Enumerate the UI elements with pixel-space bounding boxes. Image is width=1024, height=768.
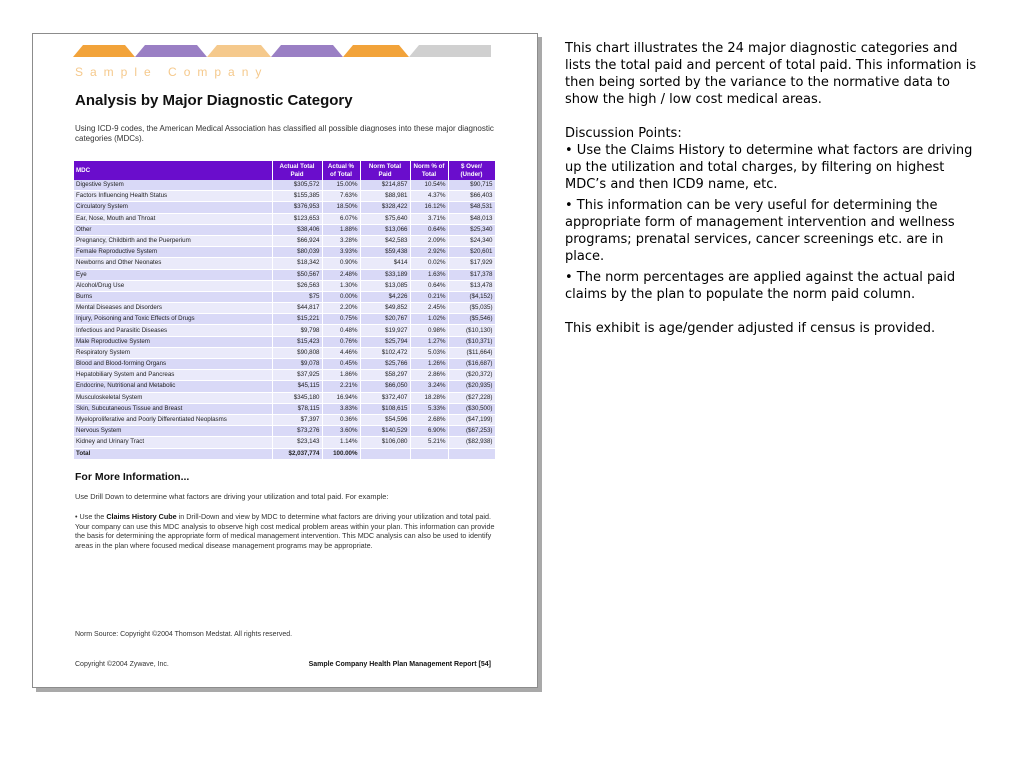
notes-intro: This chart illustrates the 24 major diagnostic categories and lists the total paid and percent of total paid. This information is then being sorted by the variance to the normative data to show the high / low cost medical areas. — [565, 41, 977, 107]
value-cell: $23,143 — [272, 437, 322, 448]
value-cell: $20,767 — [360, 314, 410, 325]
value-cell: $90,808 — [272, 347, 322, 358]
mdc-name-cell: Digestive System — [74, 180, 272, 191]
value-cell: $9,078 — [272, 359, 322, 370]
value-cell: $73,276 — [272, 426, 322, 437]
value-cell: 1.27% — [410, 336, 448, 347]
value-cell: $345,180 — [272, 392, 322, 403]
table-row — [74, 180, 495, 191]
value-cell: 1.30% — [322, 280, 360, 291]
banner-chevron-4 — [271, 45, 343, 57]
banner-chevron-6 — [409, 45, 491, 57]
value-cell: 10.54% — [410, 180, 448, 191]
value-cell: 18.28% — [410, 392, 448, 403]
value-cell: $49,852 — [360, 303, 410, 314]
mdc-name-cell: Male Reproductive System — [74, 336, 272, 347]
value-cell: $75,640 — [360, 213, 410, 224]
value-cell: 1.63% — [410, 269, 448, 280]
value-cell: 2.20% — [322, 303, 360, 314]
bullet-body: in Drill-Down and view by MDC to determine what factors are driving your utilization and total paid. Your company can use this MDC analysis to observe high cost medical problem areas within your plan. This information can provide the basis for determining the appropriate form of medical management intervention. This MDC analysis can also be used to identify areas in the plan where focused medical disease management programs may be appropriate. — [75, 512, 495, 550]
value-cell: ($10,130) — [448, 325, 495, 336]
table-header-row — [74, 161, 495, 180]
value-cell: $45,115 — [272, 381, 322, 392]
value-cell: 2.45% — [410, 303, 448, 314]
value-cell: 0.36% — [322, 414, 360, 425]
mdc-name-cell: Nervous System — [74, 426, 272, 437]
discussion-point: • This information can be very useful for determining the appropriate form of management intervention and wellness programs; prenatal services, cancer screenings etc. are in place. — [565, 198, 955, 264]
bullet-icon: • — [75, 512, 78, 521]
value-cell: $13,478 — [448, 280, 495, 291]
mdc-table — [74, 161, 496, 460]
value-cell: 3.28% — [322, 235, 360, 246]
table-row — [74, 235, 495, 246]
mdc-name-cell: Respiratory System — [74, 347, 272, 358]
drill-down-text: Use Drill Down to determine what factors are driving your utilization and total paid. For example: — [75, 492, 389, 501]
bullet-prefix: Use the — [79, 512, 107, 521]
banner-chevron-2 — [135, 45, 207, 57]
value-cell: $59,438 — [360, 247, 410, 258]
value-cell: 5.21% — [410, 437, 448, 448]
table-row — [74, 224, 495, 235]
table-row — [74, 403, 495, 414]
value-cell: 16.12% — [410, 202, 448, 213]
value-cell: $305,572 — [272, 180, 322, 191]
mdc-name-cell: Eye — [74, 269, 272, 280]
mdc-name-cell: Circulatory System — [74, 202, 272, 213]
value-cell: $108,615 — [360, 403, 410, 414]
mdc-name-cell: Injury, Poisoning and Toxic Effects of Drugs — [74, 314, 272, 325]
table-row — [74, 381, 495, 392]
value-cell: $26,563 — [272, 280, 322, 291]
value-cell: 0.48% — [322, 325, 360, 336]
value-cell: $15,423 — [272, 336, 322, 347]
column-header: Norm Total Paid — [360, 161, 410, 180]
value-cell: $328,422 — [360, 202, 410, 213]
value-cell: 6.07% — [322, 213, 360, 224]
speaker-notes — [565, 40, 985, 337]
value-cell: ($4,152) — [448, 291, 495, 302]
value-cell: 2.48% — [322, 269, 360, 280]
mdc-name-cell: Ear, Nose, Mouth and Throat — [74, 213, 272, 224]
discussion-point: • Use the Claims History to determine what factors are driving up the utilization and total charges, by filtering on highest MDC’s and then ICD9 name, etc. — [565, 143, 973, 192]
value-cell: $17,929 — [448, 258, 495, 269]
value-cell: 4.37% — [410, 191, 448, 202]
company-name: Sample Company — [75, 65, 269, 79]
value-cell: ($30,500) — [448, 403, 495, 414]
value-cell: 1.86% — [322, 370, 360, 381]
value-cell: ($5,035) — [448, 303, 495, 314]
value-cell: $9,798 — [272, 325, 322, 336]
value-cell: $123,653 — [272, 213, 322, 224]
table-row — [74, 325, 495, 336]
column-header: Actual % of Total — [322, 161, 360, 180]
value-cell: $33,189 — [360, 269, 410, 280]
value-cell: $75 — [272, 291, 322, 302]
value-cell: $66,924 — [272, 235, 322, 246]
total-label-cell: Total — [74, 448, 272, 459]
discussion-point: • The norm percentages are applied against the actual paid claims by the plan to populate the norm paid column. — [565, 270, 956, 302]
value-cell: $372,407 — [360, 392, 410, 403]
table-row — [74, 414, 495, 425]
mdc-name-cell: Burns — [74, 291, 272, 302]
value-cell: ($67,253) — [448, 426, 495, 437]
value-cell: $25,340 — [448, 224, 495, 235]
value-cell: $50,567 — [272, 269, 322, 280]
value-cell: 3.24% — [410, 381, 448, 392]
mdc-name-cell: Endocrine, Nutritional and Metabolic — [74, 381, 272, 392]
value-cell: $140,529 — [360, 426, 410, 437]
page-title: Analysis by Major Diagnostic Category — [75, 92, 353, 109]
notes-closing: This exhibit is age/gender adjusted if census is provided. — [565, 321, 936, 336]
value-cell: 6.90% — [410, 426, 448, 437]
column-header: Actual Total Paid — [272, 161, 322, 180]
value-cell: 2.68% — [410, 414, 448, 425]
value-cell: 3.71% — [410, 213, 448, 224]
claims-history-cube-label: Claims History Cube — [106, 512, 177, 521]
banner-chevron-3 — [207, 45, 271, 57]
value-cell: 0.90% — [322, 258, 360, 269]
value-cell: $15,221 — [272, 314, 322, 325]
value-cell: $66,403 — [448, 191, 495, 202]
value-cell: $102,472 — [360, 347, 410, 358]
value-cell: $214,857 — [360, 180, 410, 191]
banner-chevron-5 — [343, 45, 409, 57]
value-cell: 0.21% — [410, 291, 448, 302]
value-cell: $13,066 — [360, 224, 410, 235]
value-cell: $24,340 — [448, 235, 495, 246]
value-cell: 0.98% — [410, 325, 448, 336]
value-cell: 0.64% — [410, 280, 448, 291]
mdc-name-cell: Kidney and Urinary Tract — [74, 437, 272, 448]
banner-chevron-1 — [73, 45, 135, 57]
value-cell: ($11,664) — [448, 347, 495, 358]
table-row — [74, 202, 495, 213]
mdc-name-cell: Skin, Subcutaneous Tissue and Breast — [74, 403, 272, 414]
table-row — [74, 269, 495, 280]
total-value-cell: 100.00% — [322, 448, 360, 459]
copyright: Copyright ©2004 Zywave, Inc. — [75, 661, 169, 668]
intro-text: Using ICD-9 codes, the American Medical Association has classified all possible diagnoses into these major diagnostic categories (MDCs). — [75, 124, 494, 143]
value-cell: ($16,687) — [448, 359, 495, 370]
value-cell: 5.33% — [410, 403, 448, 414]
value-cell: 0.76% — [322, 336, 360, 347]
value-cell: 0.02% — [410, 258, 448, 269]
value-cell: $7,397 — [272, 414, 322, 425]
value-cell: 0.64% — [410, 224, 448, 235]
value-cell: $66,050 — [360, 381, 410, 392]
value-cell: $25,766 — [360, 359, 410, 370]
value-cell: $38,406 — [272, 224, 322, 235]
column-header: MDC — [74, 161, 272, 180]
value-cell: 4.46% — [322, 347, 360, 358]
value-cell: 2.21% — [322, 381, 360, 392]
value-cell: $90,715 — [448, 180, 495, 191]
mdc-name-cell: Myeloproliferative and Poorly Differentiated Neoplasms — [74, 414, 272, 425]
value-cell: $37,925 — [272, 370, 322, 381]
value-cell: $376,953 — [272, 202, 322, 213]
value-cell: 1.88% — [322, 224, 360, 235]
mdc-name-cell: Blood and Blood-forming Organs — [74, 359, 272, 370]
value-cell: 1.14% — [322, 437, 360, 448]
value-cell: ($20,935) — [448, 381, 495, 392]
decorative-banner — [73, 45, 491, 57]
value-cell: $78,115 — [272, 403, 322, 414]
value-cell: 2.92% — [410, 247, 448, 258]
table-row — [74, 426, 495, 437]
mdc-name-cell: Musculoskeletal System — [74, 392, 272, 403]
value-cell: ($20,372) — [448, 370, 495, 381]
value-cell: $48,013 — [448, 213, 495, 224]
mdc-name-cell: Alcohol/Drug Use — [74, 280, 272, 291]
value-cell: $44,817 — [272, 303, 322, 314]
mdc-name-cell: Hepatobiliary System and Pancreas — [74, 370, 272, 381]
value-cell: 0.45% — [322, 359, 360, 370]
value-cell: $155,385 — [272, 191, 322, 202]
value-cell: $42,583 — [360, 235, 410, 246]
mdc-name-cell: Factors Influencing Health Status — [74, 191, 272, 202]
report-reference: Sample Company Health Plan Management Report [54] — [308, 661, 491, 668]
total-value-cell — [360, 448, 410, 459]
table-row — [74, 213, 495, 224]
value-cell: 0.75% — [322, 314, 360, 325]
value-cell: $19,927 — [360, 325, 410, 336]
table-row — [74, 258, 495, 269]
value-cell: $20,601 — [448, 247, 495, 258]
value-cell: $18,342 — [272, 258, 322, 269]
value-cell: ($47,199) — [448, 414, 495, 425]
value-cell: $25,794 — [360, 336, 410, 347]
value-cell: $58,297 — [360, 370, 410, 381]
value-cell: 2.09% — [410, 235, 448, 246]
value-cell: 1.26% — [410, 359, 448, 370]
table-row — [74, 336, 495, 347]
value-cell: 16.94% — [322, 392, 360, 403]
value-cell: ($82,938) — [448, 437, 495, 448]
mdc-name-cell: Female Reproductive System — [74, 247, 272, 258]
value-cell: 3.93% — [322, 247, 360, 258]
value-cell: 5.03% — [410, 347, 448, 358]
mdc-name-cell: Mental Diseases and Disorders — [74, 303, 272, 314]
value-cell: 18.50% — [322, 202, 360, 213]
mdc-name-cell: Other — [74, 224, 272, 235]
value-cell: 15.00% — [322, 180, 360, 191]
value-cell: 3.60% — [322, 426, 360, 437]
claims-history-bullet — [75, 512, 495, 550]
value-cell: $414 — [360, 258, 410, 269]
more-info-heading: For More Information... — [75, 471, 190, 483]
discussion-heading: Discussion Points: — [565, 126, 682, 141]
value-cell: ($27,228) — [448, 392, 495, 403]
value-cell: $4,226 — [360, 291, 410, 302]
value-cell: 0.00% — [322, 291, 360, 302]
table-row — [74, 291, 495, 302]
value-cell: ($10,371) — [448, 336, 495, 347]
report-page — [32, 33, 538, 688]
value-cell: $17,378 — [448, 269, 495, 280]
value-cell: ($5,546) — [448, 314, 495, 325]
table-row — [74, 392, 495, 403]
table-row — [74, 191, 495, 202]
total-value-cell — [410, 448, 448, 459]
value-cell: $54,596 — [360, 414, 410, 425]
column-header: Norm % of Total — [410, 161, 448, 180]
table-row — [74, 347, 495, 358]
total-value-cell — [448, 448, 495, 459]
table-row — [74, 303, 495, 314]
table-row — [74, 280, 495, 291]
table-row — [74, 247, 495, 258]
mdc-name-cell: Newborns and Other Neonates — [74, 258, 272, 269]
value-cell: $80,039 — [272, 247, 322, 258]
value-cell: 7.63% — [322, 191, 360, 202]
value-cell: 1.02% — [410, 314, 448, 325]
table-body — [74, 180, 495, 459]
table-row — [74, 359, 495, 370]
column-header: $ Over/ (Under) — [448, 161, 495, 180]
value-cell: 2.86% — [410, 370, 448, 381]
total-value-cell: $2,037,774 — [272, 448, 322, 459]
table-row — [74, 370, 495, 381]
value-cell: $88,981 — [360, 191, 410, 202]
value-cell: 3.83% — [322, 403, 360, 414]
value-cell: $13,085 — [360, 280, 410, 291]
table-total-row — [74, 448, 495, 459]
value-cell: $48,531 — [448, 202, 495, 213]
mdc-name-cell: Pregnancy, Childbirth and the Puerperium — [74, 235, 272, 246]
value-cell: $106,080 — [360, 437, 410, 448]
table-row — [74, 314, 495, 325]
mdc-name-cell: Infectious and Parasitic Diseases — [74, 325, 272, 336]
norm-source: Norm Source: Copyright ©2004 Thomson Medstat. All rights reserved. — [75, 631, 293, 638]
table-row — [74, 437, 495, 448]
